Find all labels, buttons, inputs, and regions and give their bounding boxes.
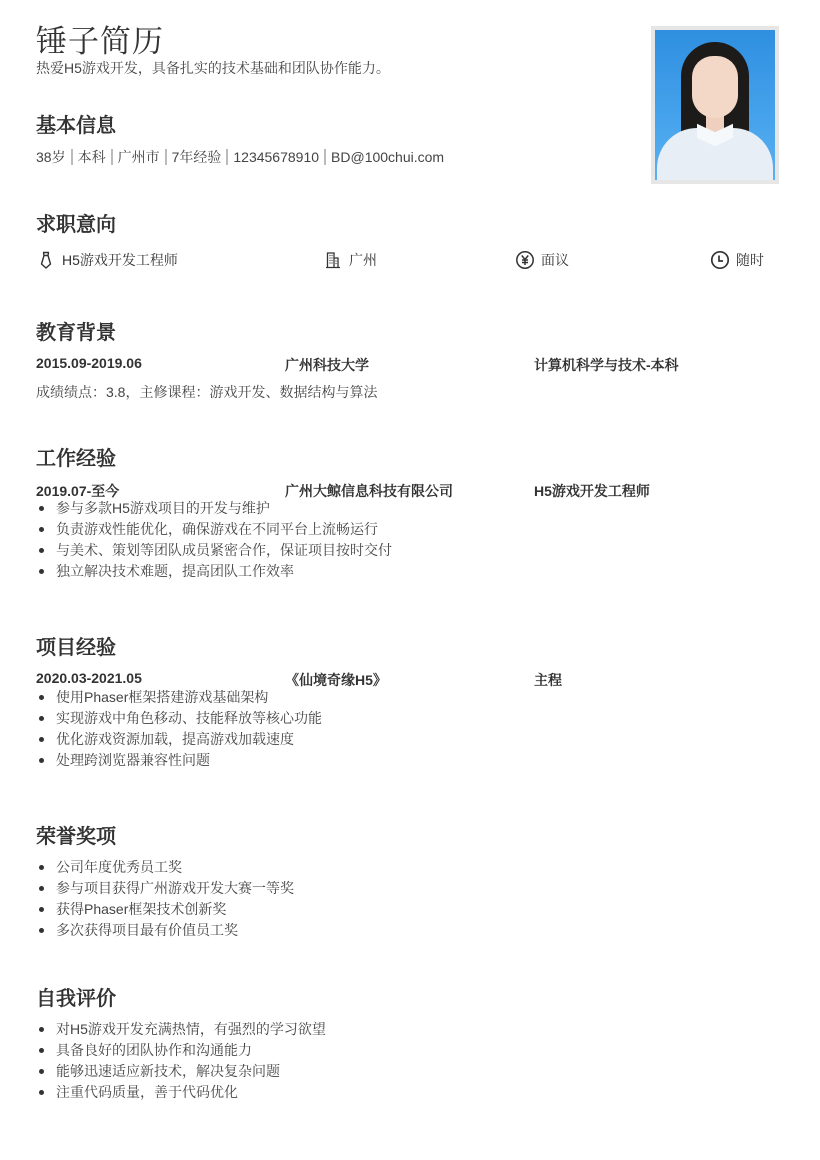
list-item: 能够迅速适应新技术，解决复杂问题 xyxy=(36,1061,326,1082)
intention-salary-label: 面议 xyxy=(541,252,569,268)
intention-availability-label: 随时 xyxy=(736,252,764,268)
education-detail: 成绩绩点：3.8，主修课程：游戏开发、数据结构与算法 xyxy=(36,384,378,400)
list-item: 参与多款H5游戏项目的开发与维护 xyxy=(36,498,392,519)
list-item: 注重代码质量，善于代码优化 xyxy=(36,1082,326,1103)
intention-position-label: H5游戏开发工程师 xyxy=(62,252,178,268)
list-item: 处理跨浏览器兼容性问题 xyxy=(36,750,322,771)
intention-salary xyxy=(515,250,569,270)
project-period: 2020.03-2021.05 xyxy=(36,670,142,686)
list-item: 参与项目获得广州游戏开发大赛一等奖 xyxy=(36,878,294,899)
project-name: 《仙境奇缘H5》 xyxy=(285,672,387,688)
building-icon xyxy=(323,250,343,270)
section-title-education: 教育背景 xyxy=(36,322,116,344)
photo-face xyxy=(692,56,738,118)
list-item: 负责游戏性能优化，确保游戏在不同平台上流畅运行 xyxy=(36,519,392,540)
section-title-basic-info: 基本信息 xyxy=(36,115,116,137)
work-position: H5游戏开发工程师 xyxy=(534,483,650,499)
honors-bullets xyxy=(36,857,294,941)
intention-city-label: 广州 xyxy=(349,252,377,268)
self-evaluation-bullets xyxy=(36,1019,326,1103)
section-title-intention: 求职意向 xyxy=(36,214,116,236)
work-company: 广州大鲸信息科技有限公司 xyxy=(285,483,453,499)
list-item: 使用Phaser框架搭建游戏基础架构 xyxy=(36,687,322,708)
list-item: 具备良好的团队协作和沟通能力 xyxy=(36,1040,326,1061)
list-item: 独立解决技术难题，提高团队工作效率 xyxy=(36,561,392,582)
resume-title: 锤子简历 xyxy=(36,24,164,59)
work-bullets xyxy=(36,498,392,582)
education-period: 2015.09-2019.06 xyxy=(36,355,142,371)
intention-city xyxy=(323,250,377,270)
project-role: 主程 xyxy=(534,672,562,688)
list-item: 多次获得项目最有价值员工奖 xyxy=(36,920,294,941)
info-degree: 本科 xyxy=(77,149,106,165)
clock-icon xyxy=(710,250,730,270)
tie-icon xyxy=(36,250,56,270)
intention-availability xyxy=(710,250,764,270)
section-title-honors: 荣誉奖项 xyxy=(36,826,116,848)
info-separator xyxy=(71,149,73,165)
photo-image xyxy=(655,30,775,180)
project-bullets xyxy=(36,687,322,771)
info-age: 38岁 xyxy=(36,149,66,165)
list-item: 优化游戏资源加载，提高游戏加载速度 xyxy=(36,729,322,750)
section-title-work: 工作经验 xyxy=(36,448,116,470)
section-title-project: 项目经验 xyxy=(36,637,116,659)
info-experience: 7年经验 xyxy=(171,149,222,165)
profile-photo xyxy=(651,26,779,184)
education-school: 广州科技大学 xyxy=(285,357,369,373)
list-item: 公司年度优秀员工奖 xyxy=(36,857,294,878)
list-item: 实现游戏中角色移动、技能释放等核心功能 xyxy=(36,708,322,729)
info-separator xyxy=(324,149,326,165)
yen-icon xyxy=(515,250,535,270)
section-title-self-evaluation: 自我评价 xyxy=(36,988,116,1010)
list-item: 获得Phaser框架技术创新奖 xyxy=(36,899,294,920)
resume-subtitle: 热爱H5游戏开发，具备扎实的技术基础和团队协作能力。 xyxy=(36,60,390,76)
info-separator xyxy=(226,149,228,165)
info-separator xyxy=(165,149,167,165)
info-email: BD@100chui.com xyxy=(331,149,445,165)
list-item: 与美术、策划等团队成员紧密合作，保证项目按时交付 xyxy=(36,540,392,561)
intention-position xyxy=(36,250,178,270)
info-city: 广州市 xyxy=(117,149,160,165)
education-major: 计算机科学与技术-本科 xyxy=(534,357,679,373)
education-row xyxy=(36,355,756,375)
info-phone: 12345678910 xyxy=(233,149,320,165)
basic-info-line xyxy=(36,147,444,167)
work-period: 2019.07-至今 xyxy=(36,483,120,499)
list-item: 对H5游戏开发充满热情，有强烈的学习欲望 xyxy=(36,1019,326,1040)
info-separator xyxy=(111,149,113,165)
